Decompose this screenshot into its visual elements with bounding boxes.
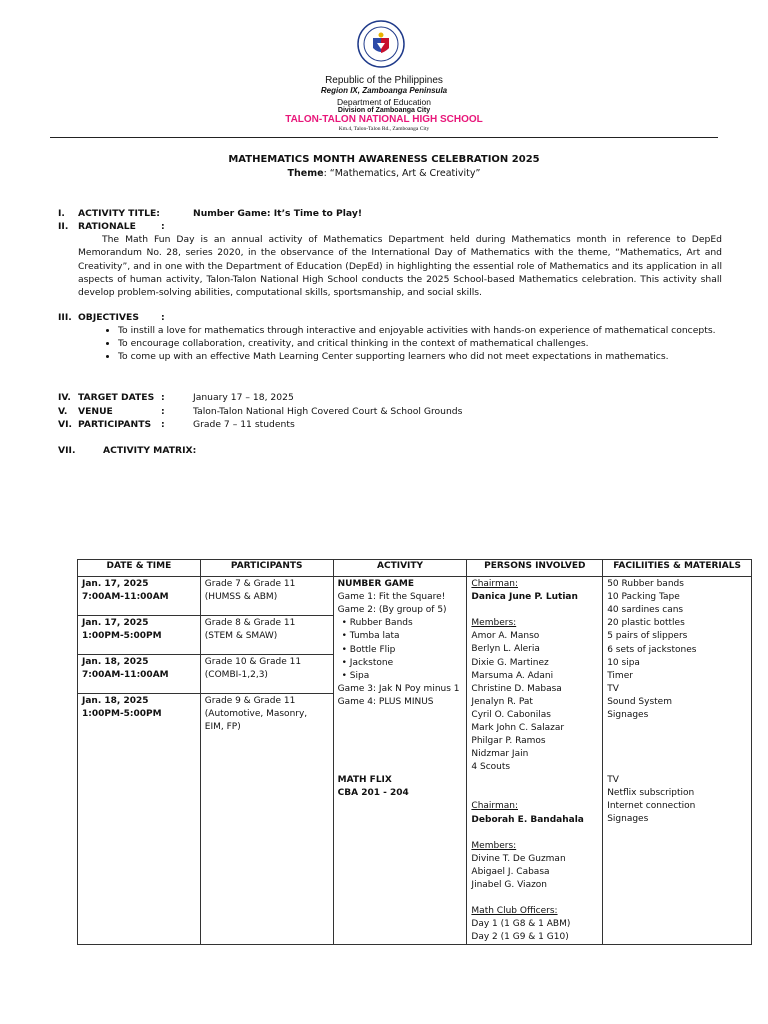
section-4-number: IV. bbox=[58, 392, 71, 403]
table-header-row bbox=[78, 560, 752, 577]
persons-involved-cell: Chairman: Danica June P. Lutian Members: Amor A. Manso Berlyn L. Aleria Dixie G. Martinez Marsuma A. Adani Christine D. Mabasa Jenalyn R. Pat Cyril O. Cabonilas Mark John C. Salazar Philgar P. Ramos Nidzmar Jain 4 Scouts Chairman: Deborah E. Bandahala Members: Divine T. De Guzman Abigael J. Cabasa Jinabel G. Viazon Math Club Officers: Day 1 (1 G8 & 1 ABM) Day 2 (1 G9 & 1 G10) bbox=[467, 577, 603, 945]
objectives-list bbox=[100, 324, 740, 364]
objective-item: • To instill a love for mathematics through interactive and enjoyable activities with hands-on experience of mathematical concepts. bbox=[118, 324, 740, 337]
activity-title-value: Number Game: It’s Time to Play! bbox=[193, 208, 363, 219]
header-activity: ACTIVITY bbox=[333, 560, 467, 577]
deped-seal-logo bbox=[357, 20, 405, 68]
section-2-number: II. bbox=[58, 221, 69, 232]
section-2-colon: : bbox=[161, 221, 165, 232]
section-4-label: TARGET DATES bbox=[78, 392, 155, 403]
document-title: MATHEMATICS MONTH AWARENESS CELEBRATION 2025 bbox=[228, 154, 540, 165]
rationale-paragraph bbox=[78, 233, 722, 299]
header-divider bbox=[50, 137, 718, 138]
header-facilities-materials: FACILIITIES & MATERIALS bbox=[603, 560, 752, 577]
section-5-label: VENUE bbox=[78, 406, 113, 417]
header-division: Division of Zamboanga City bbox=[337, 107, 431, 114]
schedule-participants-cell: Grade 9 & Grade 11 (Automotive, Masonry, EIM, FP) bbox=[200, 694, 333, 945]
section-3-label: OBJECTIVES bbox=[78, 312, 139, 323]
schedule-participants-cell: Grade 8 & Grade 11 (STEM & SMAW) bbox=[200, 616, 333, 655]
theme-value: : “Mathematics, Art & Creativity” bbox=[323, 168, 481, 179]
schedule-participants-cell: Grade 7 & Grade 11 (HUMSS & ABM) bbox=[200, 577, 333, 616]
objective-item: • To come up with an effective Math Learning Center supporting learners who did not meet expectations in mathematics. bbox=[118, 350, 740, 363]
section-7-number: VII. bbox=[58, 445, 76, 456]
section-5-number: V. bbox=[58, 406, 68, 417]
objective-item: • To encourage collaboration, creativity, and critical thinking in the context of mathematical challenges. bbox=[118, 337, 740, 350]
schedule-date-cell: Jan. 17, 2025 1:00PM-5:00PM bbox=[78, 616, 201, 655]
schedule-date-cell: Jan. 18, 2025 1:00PM-5:00PM bbox=[78, 694, 201, 945]
venue-value: Talon-Talon National High Covered Court & School Grounds bbox=[193, 406, 463, 417]
participants-value: Grade 7 – 11 students bbox=[193, 419, 295, 430]
section-6-colon: : bbox=[161, 419, 165, 430]
schedule-date-cell: Jan. 18, 2025 7:00AM-11:00AM bbox=[78, 655, 201, 694]
table-row bbox=[78, 577, 752, 616]
section-1-number: I. bbox=[58, 208, 65, 219]
chairman-2: Deborah E. Bandahala bbox=[471, 814, 584, 825]
section-6-label: PARTICIPANTS bbox=[78, 419, 152, 430]
chairman-1: Danica June P. Lutian bbox=[471, 592, 578, 603]
header-persons-involved: PERSONS INVOLVED bbox=[467, 560, 603, 577]
header-address: Km.4, Talon-Talon Rd., Zamboanga City bbox=[338, 126, 430, 132]
section-3-number: III. bbox=[58, 312, 72, 323]
target-dates-value: January 17 – 18, 2025 bbox=[193, 392, 294, 403]
section-7-label: ACTIVITY MATRIX: bbox=[103, 445, 197, 456]
section-5-colon: : bbox=[161, 406, 165, 417]
theme-label: Theme bbox=[287, 168, 324, 179]
schedule-participants-cell: Grade 10 & Grade 11 (COMBI-1,2,3) bbox=[200, 655, 333, 694]
header-department: Department of Education bbox=[336, 97, 432, 107]
activity-2-venue: CBA 201 - 204 bbox=[337, 788, 409, 799]
header-participants: PARTICIPANTS bbox=[200, 560, 333, 577]
header-date-time: DATE & TIME bbox=[78, 560, 201, 577]
section-3-colon: : bbox=[161, 312, 165, 323]
schedule-date-cell: Jan. 17, 2025 7:00AM-11:00AM bbox=[78, 577, 201, 616]
section-6-number: VI. bbox=[58, 419, 73, 430]
activity-2-title: MATH FLIX bbox=[337, 775, 392, 786]
rationale-text: The Math Fun Day is an annual activity of Mathematics Department held during Mathematics month in reference to DepEd Memorandum No. 28, series 2020, in the observance of the International Day of Mathematics with the theme, “Mathematics, Art and Creativity”, and in one with the Department of Education (DepEd) in highlighting the essential role of Mathematics and its application in all aspects of human activity, Talon-Talon National High School conducts the 2025 School-based Mathematics celebration. This activity shall develop problem-solving abilities, computational skills, sportsmanship, and social skills. bbox=[78, 234, 722, 299]
section-2-label: RATIONALE bbox=[78, 221, 136, 232]
header-country: Republic of the Philippines bbox=[325, 75, 443, 86]
activity-matrix-table bbox=[77, 559, 752, 945]
header-region: Region IX, Zamboanga Peninsula bbox=[320, 86, 448, 95]
activity-1-title: NUMBER GAME bbox=[337, 579, 414, 590]
section-4-colon: : bbox=[161, 392, 165, 403]
header-school-name: TALON-TALON NATIONAL HIGH SCHOOL bbox=[285, 114, 483, 125]
document-theme bbox=[0, 168, 768, 179]
activity-cell: NUMBER GAME Game 1: Fit the Square! Game 2: (By group of 5) • Rubber Bands • Tumba lata • Bottle Flip • Jackstone • Sipa Game 3: Jak N Poy minus 1 Game 4: PLUS MINUS MATH FLIX CBA 201 - 204 bbox=[333, 577, 467, 945]
facilities-materials-cell: 50 Rubber bands 10 Packing Tape 40 sardines cans 20 plastic bottles 5 pairs of slippers 6 sets of jackstones 10 sipa Timer TV Sound System Signages TV Netflix subscription Internet connection Signages bbox=[603, 577, 752, 945]
section-1-label: ACTIVITY TITLE: bbox=[78, 208, 160, 219]
